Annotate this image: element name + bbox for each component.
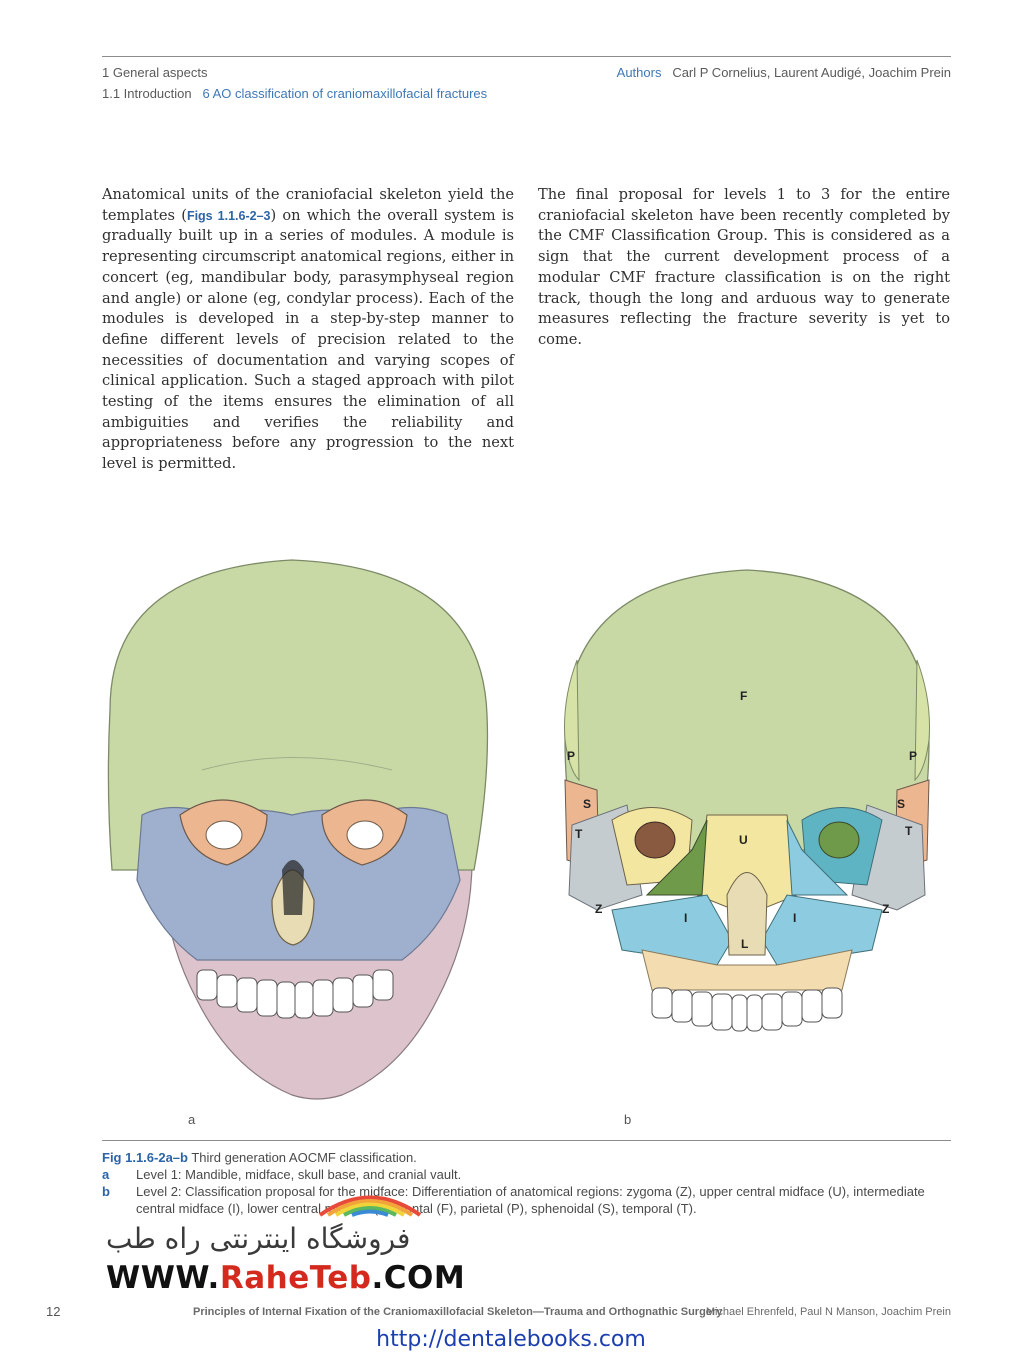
chapter-title: 1 General aspects <box>102 65 208 80</box>
body-text: ) on which the overall system is gradually built up in a series of modules. A module is representing circumscript anatomical regions, either in concert (eg, mandibular body, parasymphyseal region and angle) or alone (eg, condylar process). Each of the modules is developed in a step-by-step manner to define different levels of precision related to the necessities of documentation and varying scopes of clinical application. Such a staged approach with pilot testing of the items ensures the elimination of all ambiguities and verifies the reliability and appropriateness before any progression to the next level is permitted. <box>102 206 514 473</box>
right-intermediate-midface <box>762 895 882 965</box>
skull-level-2 <box>565 570 930 1031</box>
breadcrumb-link[interactable]: 6 AO classification of craniomaxillofacial fractures <box>202 86 488 101</box>
figure-reference-link[interactable]: Figs 1.1.6-2–3 <box>186 208 271 223</box>
dentalebooks-link[interactable]: http://dentalebooks.com <box>376 1327 646 1352</box>
left-intermediate-midface <box>612 895 732 965</box>
caption-title-line <box>102 1149 951 1166</box>
caption-label-a: a <box>102 1167 110 1182</box>
body-column-left <box>102 185 514 475</box>
lower-central-midface <box>642 950 852 990</box>
footer-editors: Michael Ehrenfeld, Paul N Manson, Joachim Prein <box>705 1306 951 1318</box>
watermark-url-brand: RaheTeb <box>219 1260 372 1296</box>
caption-text-b: Level 2: Classification proposal for the midface: Differentiation of anatomical regions: zygoma (Z), upper central midface (U), intermediate central midface (I), lower central midface (L), frontal (F), parietal (P), sphenoidal (S), temporal (T). <box>136 1184 925 1216</box>
watermark-persian-text: فروشگاه اینترنتی راه طب <box>106 1222 411 1255</box>
rahe-teb-watermark <box>102 1170 466 1305</box>
label-zygoma-right: Z <box>882 902 890 916</box>
panel-label-a: a <box>188 1112 196 1127</box>
watermark-url[interactable] <box>106 1260 465 1296</box>
watermark-url-suffix: .COM <box>371 1260 466 1296</box>
label-lower-central: L <box>741 937 749 951</box>
authors-names: Carl P Cornelius, Laurent Audigé, Joachim Prein <box>672 65 951 80</box>
label-intermediate-left: I <box>684 911 688 925</box>
panel-label-b: b <box>624 1112 632 1127</box>
label-frontal: F <box>740 689 748 703</box>
caption-title-text: Third generation AOCMF classification. <box>187 1150 417 1165</box>
skull-figure <box>102 550 951 1135</box>
label-parietal-left: P <box>567 749 576 763</box>
label-intermediate-right: I <box>793 911 797 925</box>
label-parietal-right: P <box>909 749 918 763</box>
breadcrumb <box>102 86 487 101</box>
caption-label-b: b <box>102 1184 110 1199</box>
label-temporal-left: T <box>575 827 583 841</box>
page-number: 12 <box>46 1304 61 1319</box>
authors-label: Authors <box>616 65 662 80</box>
skull-level-1 <box>108 560 487 1099</box>
watermark-url-prefix: WWW. <box>106 1260 220 1296</box>
label-sphenoidal-left: S <box>583 797 592 811</box>
label-upper-central: U <box>739 833 748 847</box>
body-text: Anatomical units of the craniofacial skeleton yield the templates ( <box>102 186 514 224</box>
caption-rule <box>102 1140 951 1141</box>
caption-text-a: Level 1: Mandible, midface, skull base, and cranial vault. <box>136 1167 462 1182</box>
header-rule <box>102 56 951 57</box>
breadcrumb-section: 1.1 Introduction <box>102 86 192 101</box>
authors-line <box>617 65 951 80</box>
label-zygoma-left: Z <box>595 902 603 916</box>
label-temporal-right: T <box>905 824 913 838</box>
label-sphenoidal-right: S <box>897 797 906 811</box>
open-book-logo-icon <box>310 1170 430 1220</box>
caption-title: Fig 1.1.6-2a–b <box>102 1150 188 1165</box>
body-column-right: The final proposal for levels 1 to 3 for the entire craniofacial skeleton have been recently completed by the CMF Classification Group. This is considered as a sign that the current development process of a modular CMF fracture classification is on the right track, though the long and arduous way to generate measures reflecting the fracture severity is yet to come. <box>538 186 950 348</box>
footer-book-title: Principles of Internal Fixation of the Craniomaxillofacial Skeleton—Trauma and Orthognathic Surgery <box>193 1306 723 1318</box>
